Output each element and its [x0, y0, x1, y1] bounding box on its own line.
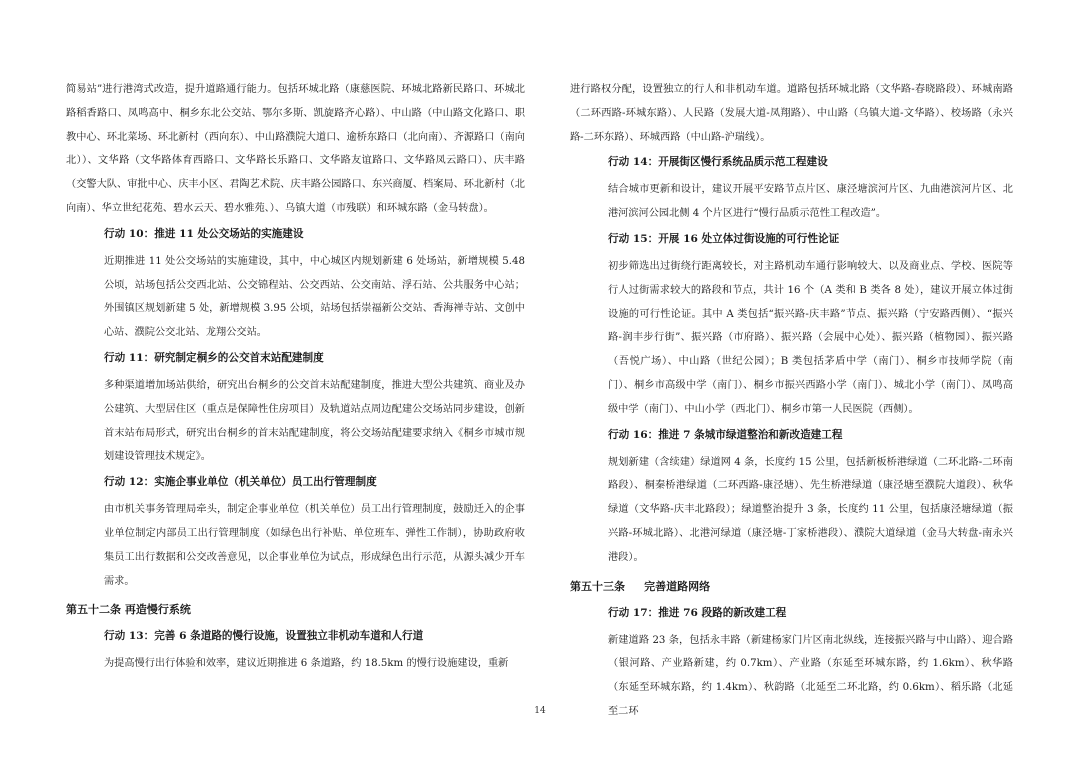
action-12-heading: 行动 12：实施企事业单位（机关单位）员工出行管理制度 — [104, 476, 377, 489]
action-16-text: 规划新建（含续建）绿道网 4 条，长度约 15 公里，包括新板桥港绿道（二环北路-二环南路段）、桐秦桥港绿道（二环西路-康泾塘）、先生桥港绿道（康泾塘至濮院大道段）、秋华绿道（文华路-庆丰北路段）；绿道整治提升 3 条，长度约 11 公里，包括康泾塘绿道（振兴路-环城北路）、北港河绿道（康泾塘-丁家桥港段）、濮院大道绿道（金马大转盘-南永兴港段）。 — [608, 456, 1013, 563]
action-14-heading: 行动 14：开展街区慢行系统品质示范工程建设 — [608, 156, 828, 169]
page-number: 14 — [534, 706, 546, 716]
action-16-heading: 行动 16：推进 7 条城市绿道整治和新改造建工程 — [608, 428, 843, 441]
action-13-text: 为提高慢行出行体验和效率，建议近期推进 6 条道路，约 18.5km 的慢行设施建设，重新 — [104, 658, 509, 670]
action-12-text: 由市机关事务管理局牵头，制定企事业单位（机关单位）员工出行管理制度，鼓励迁入的企事业单位制定内部员工出行管理制度（如绿色出行补贴、单位班车、弹性工作制），协助政府收集员工出行数据和公交改善意见，以企事业单位为试点，形成绿色出行示范，从源头减少开车需求。 — [104, 504, 525, 587]
paragraph-bus-stop-roads: 简易站”进行港湾式改造，提升道路通行能力。包括环城北路（康慈医院、环城北路新民路口、环城北路稻香路口、凤鸣高中、桐乡东北公交站、鄂尔多斯、凯旋路齐心路）、中山路（中山路文化路口、职教中心、环北菜场、环北新村（西向东）、中山路濮院大道口、逾桥东路口（北向南）、齐源路口（南向北））、文华路（文华路体育西路口、文华路长乐路口、文华路友谊路口、文华路凤云路口）、庆丰路（交警大队、审批中心、庆丰小区、君陶艺术院、庆丰路公园路口、东兴商厦、档案局、环北新村（北向南）、华立世纪花苑、碧水云天、碧水雅苑、）、乌镇大道（市残联）和环城东路（金马转盘）。 — [66, 84, 525, 214]
left-column — [66, 78, 525, 676]
action-17-text: 新建道路 23 条，包括永丰路（新建杨家门片区南北纵线，连接振兴路与中山路）、迎合路（银河路、产业路新建，约 0.7km）、产业路（东延至环城东路，约 1.6km）、秋华路（东延至环城东路，约 1.4km）、秋韵路（北延至二环北路，约 0.6km）、稻乐路（北延至二环 — [608, 634, 1013, 717]
action-15-text: 初步筛选出过街绕行距离较长，对主路机动车通行影响较大、以及商业点、学校、医院等行人过街需求较大的路段和节点，共计 16 个（A 类和 B 类各 8 处），建议开展立体过街设施的可行性论证。其中 A 类包括“振兴路-庆丰路”节点、振兴路（宁安路西侧）、“振兴路-润丰步行街”、振兴路（市府路）、振兴路（会展中心处）、振兴路（植物园）、振兴路（吾悦广场）、中山路（世纪公园）；B 类包括茅盾中学（南门）、桐乡市技师学院（南门）、桐乡市高级中学（南门）、桐乡市振兴西路小学（南门）、城北小学（南门）、凤鸣高级中学（南门）、中山小学（西北门）、桐乡市第一人民医院（西侧）。 — [608, 260, 1013, 415]
paragraph-road-rights: 进行路权分配，设置独立的行人和非机动车道。道路包括环城北路（文华路-春晓路段）、环城南路（二环西路-环城东路）、人民路（发展大道-凤翔路）、中山路（乌镇大道-文华路）、校场路（永兴路-二环东路）、环城西路（中山路-沪瑞线）。 — [570, 84, 1013, 143]
action-17-heading: 行动 17：推进 76 段路的新改建工程 — [608, 606, 787, 619]
right-column — [570, 78, 1013, 724]
action-15-heading: 行动 15：开展 16 处立体过街设施的可行性论证 — [608, 232, 840, 245]
action-13-heading: 行动 13：完善 6 条道路的慢行设施，设置独立非机动车道和人行道 — [104, 630, 424, 643]
article-53-title: 第五十三条 完善道路网络 — [570, 579, 711, 593]
action-11-text: 多种渠道增加场站供给，研究出台桐乡的公交首末站配建制度，推进大型公共建筑、商业及办公建筑、大型居住区（重点是保障性住房项目）及轨道站点周边配建公交场站同步建设，创新首末站布局形式，研究出台桐乡的首末站配建制度，将公交场站配建要求纳入《桐乡市城市规划建设管理技术规定》。 — [104, 379, 525, 463]
article-52-title: 第五十二条 再造慢行系统 — [66, 603, 191, 617]
action-11-heading: 行动 11：研究制定桐乡的公交首末站配建制度 — [104, 351, 324, 364]
action-10-text: 近期推进 11 处公交场站的实施建设，其中，中心城区内规划新建 6 处场站，新增规模 5.48 公顷，站场包括公交西北站、公交锦程站、公交西站、公交南站、浮石站、公共服务中心站；外围镇区规划新建 5 处，新增规模 3.95 公顷，站场包括崇福新公交站、香海禅寺站、文创中心站、濮院公交北站、龙翔公交站。 — [104, 255, 525, 339]
action-14-text: 结合城市更新和设计，建议开展平安路节点片区、康泾塘滨河片区、九曲港滨河片区、北港河滨河公园北侧 4 个片区进行“慢行品质示范性工程改造”。 — [608, 184, 1013, 220]
action-10-heading: 行动 10：推进 11 处公交场站的实施建设 — [104, 227, 304, 240]
